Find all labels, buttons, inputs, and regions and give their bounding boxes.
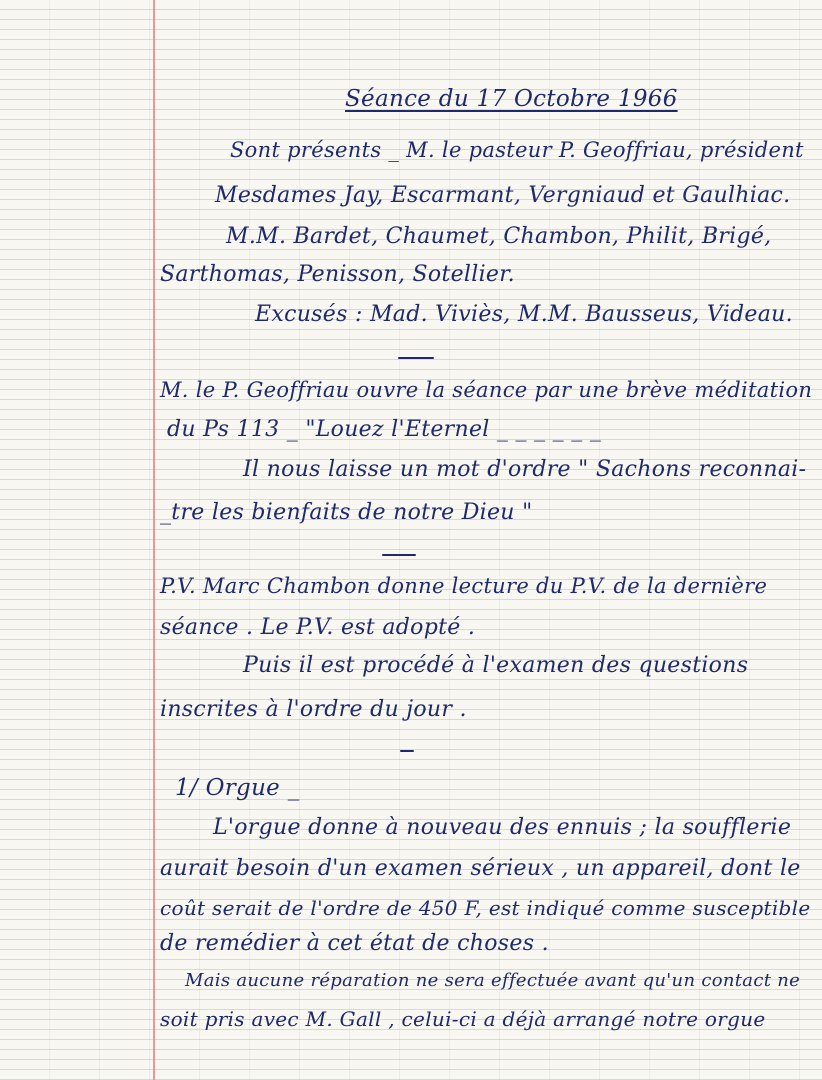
section-separator — [382, 554, 416, 556]
minutes-line: P.V. Marc Chambon donne lecture du P.V. de la dernière — [160, 574, 768, 598]
page-margin-line — [153, 0, 155, 1080]
section-separator — [400, 750, 414, 752]
minutes-line: _tre les bienfaits de notre Dieu " — [160, 500, 533, 525]
minutes-line: inscrites à l'ordre du jour . — [160, 697, 467, 722]
page-title: Séance du 17 Octobre 1966 — [345, 86, 678, 112]
minutes-line: du Ps 113 _ "Louez l'Eternel _ _ _ _ _ _ — [167, 417, 602, 442]
minutes-line: M. le P. Geoffriau ouvre la séance par une brève méditation — [160, 378, 813, 402]
minutes-line: L'orgue donne à nouveau des ennuis ; la soufflerie — [213, 815, 792, 840]
minutes-line: Puis il est procédé à l'examen des questions — [243, 653, 749, 678]
excused-line: Excusés : Mad. Viviès, M.M. Bausseus, Videau. — [255, 302, 793, 327]
attendance-line: Sarthomas, Penisson, Sotellier. — [160, 262, 515, 287]
minutes-line: Il nous laisse un mot d'ordre " Sachons reconnai- — [243, 457, 807, 482]
minutes-line: Mais aucune réparation ne sera effectuée avant qu'un contact ne — [185, 970, 801, 991]
minutes-line: de remédier à cet état de choses . — [160, 931, 549, 956]
minutes-line: séance . Le P.V. est adopté . — [160, 615, 476, 640]
attendance-line: M.M. Bardet, Chaumet, Chambon, Philit, Brigé, — [226, 224, 772, 249]
minutes-line: coût serait de l'ordre de 450 F, est indiqué comme susceptible — [160, 896, 811, 920]
agenda-heading-orgue: 1/ Orgue _ — [175, 775, 300, 801]
minutes-line: aurait besoin d'un examen sérieux , un appareil, dont le — [160, 856, 801, 881]
minutes-line: soit pris avec M. Gall , celui-ci a déjà arrangé notre orgue — [160, 1007, 766, 1031]
section-separator — [398, 357, 434, 359]
attendance-line: Sont présents _ M. le pasteur P. Geoffriau, président — [230, 138, 804, 162]
attendance-line: Mesdames Jay, Escarmant, Vergniaud et Gaulhiac. — [215, 183, 791, 208]
